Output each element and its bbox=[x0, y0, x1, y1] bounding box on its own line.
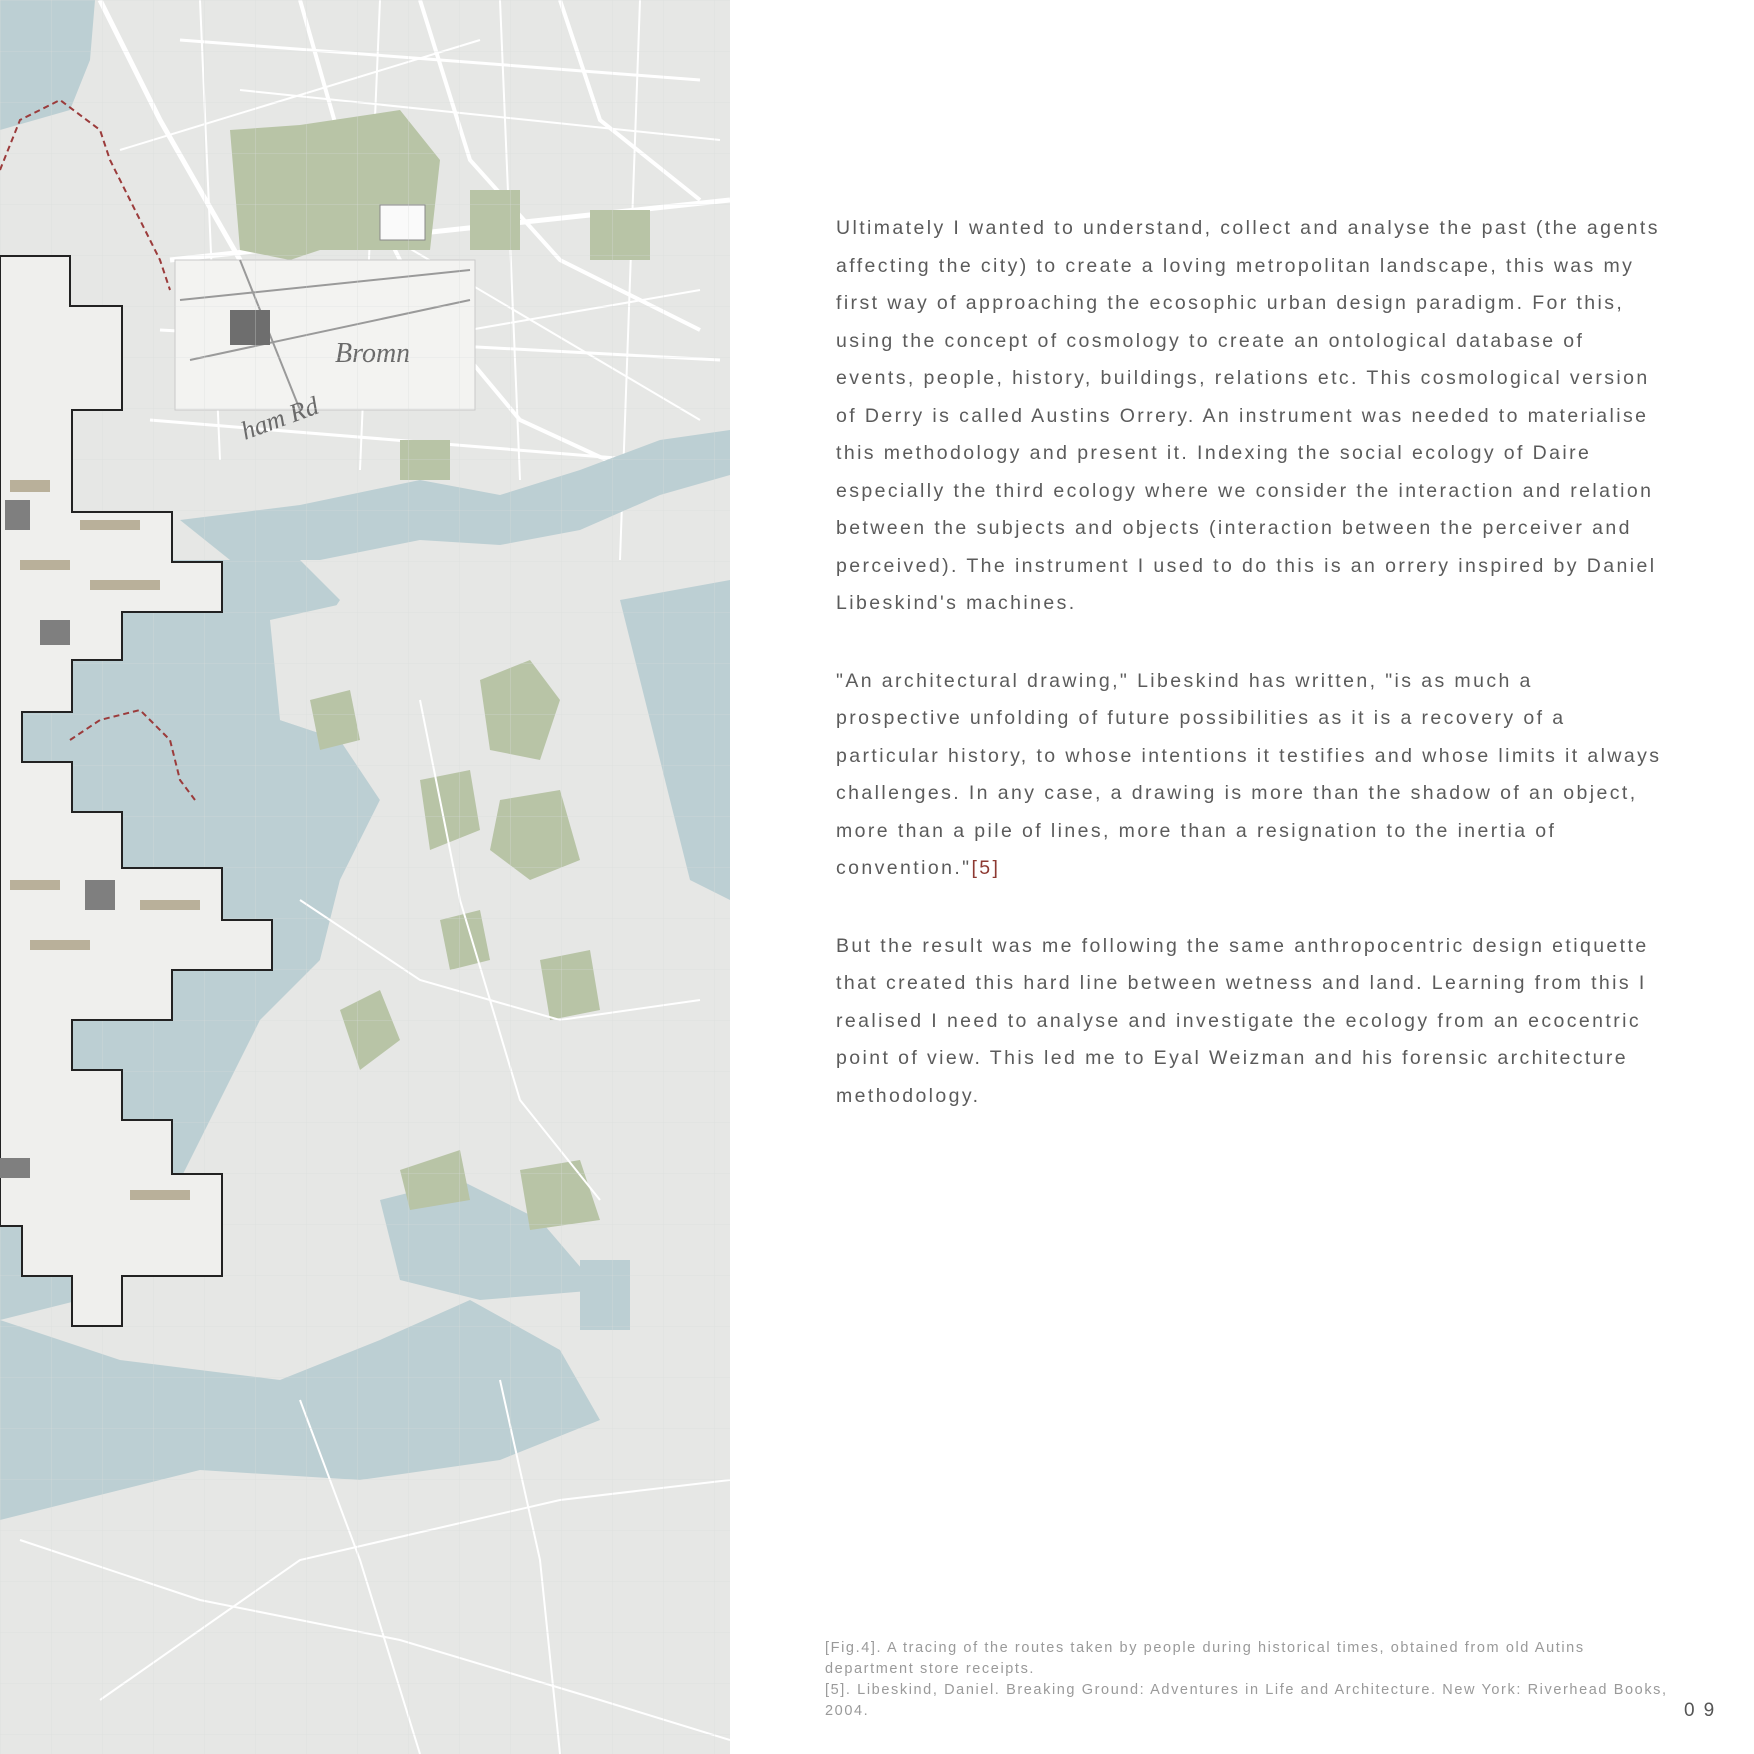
paragraph-libeskind-quote bbox=[836, 663, 1666, 888]
footnotes bbox=[825, 1638, 1675, 1722]
map-svg bbox=[0, 0, 730, 1754]
collage-map-figure bbox=[0, 0, 730, 1754]
reference-5-link[interactable]: [5] bbox=[971, 857, 1001, 879]
footnote-ref5: [5]. Libeskind, Daniel. Breaking Ground: Adventures in Life and Architecture. New York: Riverhead Books, 2004. bbox=[825, 1682, 1668, 1719]
paragraph-result: But the result was me following the same anthropocentric design etiquette that created this hard line between wetness and land. Learning from this I realised I need to analyse and investigate the ecology from an ecocentric point of view. This led me to Eyal Weizman and his forensic architecture methodology. bbox=[836, 934, 1649, 1107]
page-number: 09 bbox=[1684, 1700, 1724, 1721]
body-text-column bbox=[836, 210, 1666, 1155]
footnote-fig4: [Fig.4]. A tracing of the routes taken by people during historical times, obtained from old Autins department store receipts. bbox=[825, 1640, 1585, 1677]
paragraph-ultimately: Ultimately I wanted to understand, collect and analyse the past (the agents affecting the city) to create a loving metropolitan landscape, this was my first way of approaching the ecosophic urban design paradigm. For this, using the concept of cosmology to create an ontological database of events, people, history, buildings, relations etc. This cosmological version of Derry is called Austins Orrery. An instrument was needed to materialise this methodology and present it. Indexing the social ecology of Daire especially the third ecology where we consider the interaction and relation between the subjects and objects (interaction between the perceiver and perceived). The instrument I used to do this is an orrery inspired by Daniel Libeskind's machines. bbox=[836, 217, 1660, 614]
quote-text: "An architectural drawing," Libeskind has written, "is as much a prospective unfolding of future possibilities as it is a recovery of a particular history, to whose intentions it testifies and whose limits it always challenges. In any case, a drawing is more than the shadow of an object, more than a pile of lines, more than a resignation to the inertia of convention." bbox=[836, 669, 1662, 879]
